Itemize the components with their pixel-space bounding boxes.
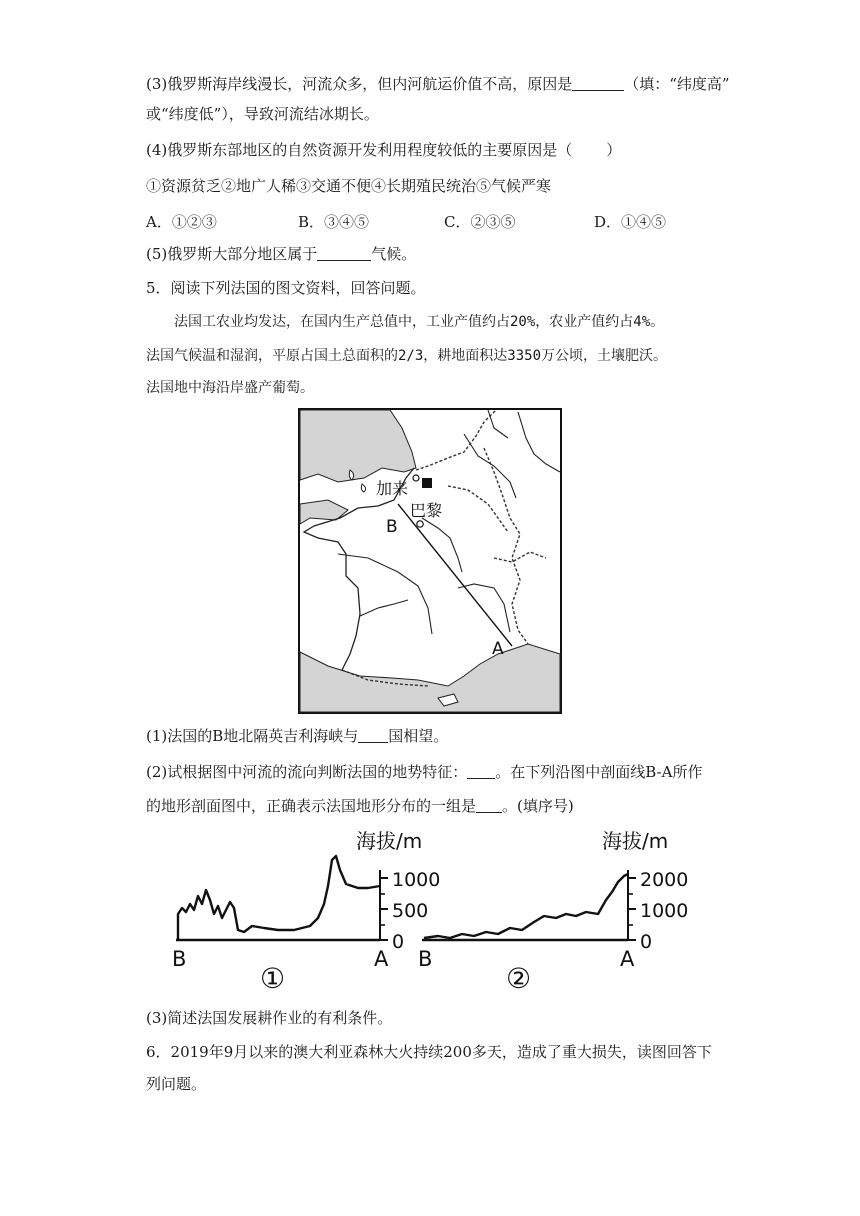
terrain-profile-1 <box>168 826 440 996</box>
profile-number: ① <box>260 962 286 995</box>
tick-label: 1000 <box>640 900 689 922</box>
label-b: B <box>172 947 187 971</box>
q4-part4-question: (4)俄罗斯东部地区的自然资源开发利用程度较低的主要原因是（ ） <box>146 141 622 159</box>
q5-sub3: (3)简述法国发展耕作业的有利条件。 <box>146 1009 393 1027</box>
q6-stem-line1: 6．2019年9月以来的澳大利亚森林大火持续200多天，造成了重大损失，读图回答下 <box>146 1043 712 1061</box>
q5-stem: 5．阅读下列法国的图文资料，回答问题。 <box>146 279 426 297</box>
q5-sub1: (1)法国的B地北隔英吉利海峡与 国相望。 <box>146 727 449 745</box>
profile-number: ② <box>506 962 532 995</box>
label-b: B <box>418 947 433 971</box>
tick-label: 500 <box>392 900 429 922</box>
france-map <box>298 408 562 714</box>
tick-label: 2000 <box>640 869 689 891</box>
answer-blank[interactable] <box>358 728 388 743</box>
label-a: A <box>620 947 635 971</box>
calais-point <box>413 475 419 481</box>
tick-label: 1000 <box>392 869 440 891</box>
axis-title: 海拔/m <box>356 829 423 853</box>
label-a: A <box>492 639 504 659</box>
passage-line: 法国工农业均发达，在国内生产总值中，工业产值约占20%，农业产值约占4%。 <box>174 314 665 330</box>
q6-stem-line2: 列问题。 <box>146 1075 207 1093</box>
q4-part4-items: ①资源贫乏②地广人稀③交通不便④长期殖民统治⑤气候严寒 <box>146 177 552 195</box>
paris-point <box>417 521 423 527</box>
answer-blank[interactable] <box>476 798 502 813</box>
label-paris: 巴黎 <box>410 501 443 520</box>
option-a[interactable]: A．①②③ <box>146 213 217 231</box>
answer-blank[interactable] <box>467 764 495 779</box>
q4-part3-line2: 或“纬度低”），导致河流结冰期长。 <box>146 105 379 123</box>
axis-title: 海拔/m <box>602 829 669 853</box>
terrain-curve <box>178 856 380 940</box>
q5-sub2-line2: 的地形剖面图中，正确表示法国地形分布的一组是 。(填序号) <box>146 797 574 815</box>
option-c[interactable]: C．②③⑤ <box>444 213 516 231</box>
calais-marker <box>422 478 432 488</box>
terrain-curve <box>424 874 628 938</box>
label-b: B <box>386 517 398 537</box>
q5-sub2-line1: (2)试根据图中河流的流向判断法国的地势特征： 。在下列沿图中剖面线B-A所作 <box>146 763 703 781</box>
tick-label: 0 <box>392 931 405 953</box>
label-calais: 加来 <box>376 479 409 498</box>
label-a: A <box>374 947 389 971</box>
answer-blank[interactable] <box>572 76 624 91</box>
terrain-profile-2 <box>414 826 704 996</box>
q4-part3-line1: (3)俄罗斯海岸线漫长，河流众多，但内河航运价值不高，原因是 （填：“纬度高” <box>146 75 730 93</box>
tick-label: 0 <box>640 931 653 953</box>
passage-line: 法国气候温和湿润，平原占国土总面积的2/3，耕地面积达3350万公顷，土壤肥沃。 <box>146 348 667 364</box>
option-d[interactable]: D．①④⑤ <box>594 213 667 231</box>
passage-line: 法国地中海沿岸盛产葡萄。 <box>146 380 314 396</box>
answer-blank[interactable] <box>317 246 371 261</box>
option-b[interactable]: B．③④⑤ <box>298 213 370 231</box>
q4-part5: (5)俄罗斯大部分地区属于 气候。 <box>146 245 417 263</box>
